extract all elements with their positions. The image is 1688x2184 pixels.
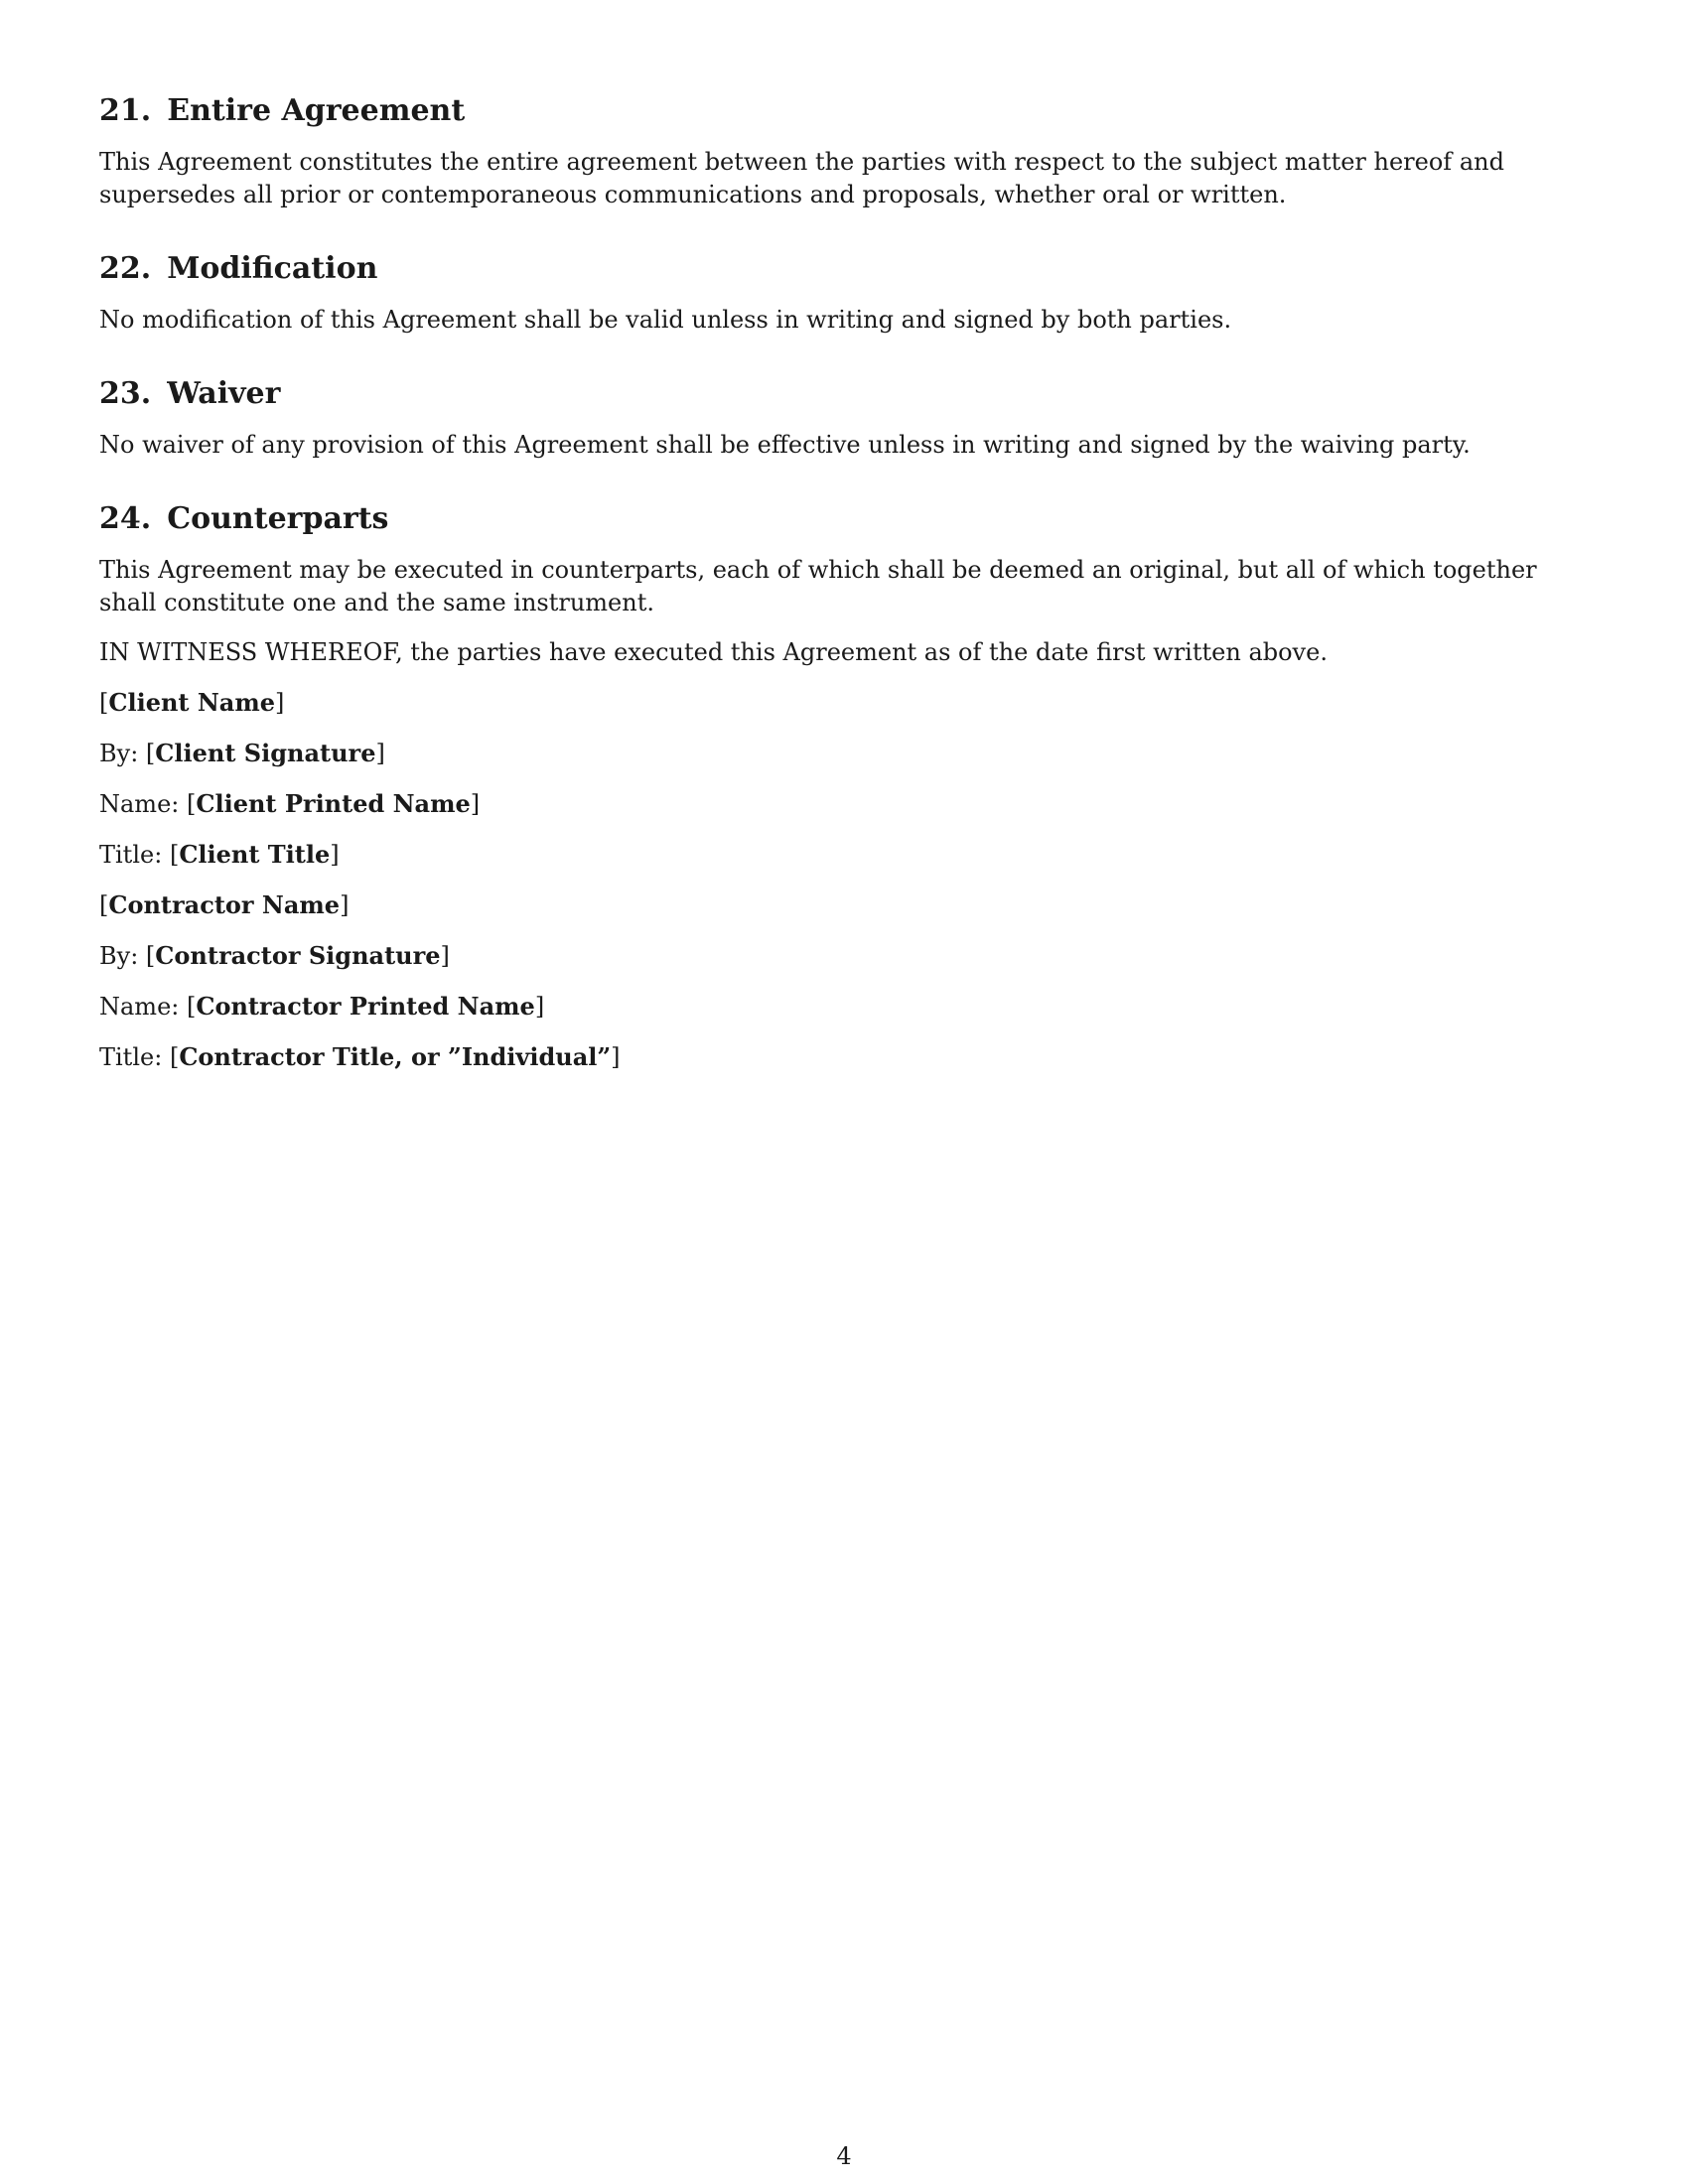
contractor-party-name-value: Contractor Name: [108, 890, 341, 919]
name-label: Name:: [99, 790, 180, 818]
section-heading: [99, 501, 1589, 537]
section-title: Counterparts: [167, 501, 389, 536]
client-party-name: [99, 686, 1589, 720]
section-entire-agreement: [99, 93, 1589, 211]
contractor-title-line: [99, 1040, 1589, 1074]
page-number: 4: [836, 2142, 852, 2170]
section-title: Entire Agreement: [167, 93, 466, 128]
section-paragraph: No waiver of any provision of this Agreement shall be effective unless in writing and signed by the waiving party.: [99, 431, 1471, 459]
witness-clause: IN WITNESS WHEREOF, the parties have executed this Agreement as of the date first written above.: [99, 638, 1328, 666]
section-number: 23.: [99, 376, 152, 411]
section-modification: [99, 251, 1589, 337]
name-label: Name:: [99, 993, 180, 1021]
section-heading: [99, 251, 1589, 287]
section-paragraph: No modification of this Agreement shall be valid unless in writing and signed by both parties.: [99, 306, 1232, 334]
section-heading: [99, 376, 1589, 412]
by-label: By:: [99, 942, 139, 970]
bracket-open: [: [145, 740, 156, 767]
by-label: By:: [99, 740, 139, 767]
contractor-party-name: [99, 888, 1589, 922]
client-signature-value: Client Signature: [155, 739, 376, 767]
section-title: Modification: [167, 251, 378, 286]
client-by-line: [99, 737, 1589, 770]
section-number: 21.: [99, 93, 152, 128]
section-counterparts: [99, 501, 1589, 1074]
section-paragraph: This Agreement constitutes the entire agreement between the parties with respect to the subject matter hereof and supersedes all prior or contemporaneous communications and proposals, whether oral or written.: [99, 148, 1504, 208]
bracket-open: [: [99, 689, 109, 717]
bracket-close: ]: [375, 740, 385, 767]
bracket-open: [: [169, 841, 180, 869]
section-number: 24.: [99, 501, 152, 536]
bracket-close: ]: [275, 689, 285, 717]
contractor-name-line: [99, 990, 1589, 1024]
document-page: [99, 93, 1589, 1114]
bracket-close: ]: [470, 790, 481, 818]
bracket-close: ]: [440, 942, 450, 970]
section-number: 22.: [99, 251, 152, 286]
section-heading: [99, 93, 1589, 129]
title-label: Title:: [99, 841, 163, 869]
section-paragraph: This Agreement may be executed in counterparts, each of which shall be deemed an original, but all of which together shall constitute one and the same instrument.: [99, 556, 1537, 616]
bracket-close: ]: [340, 891, 350, 919]
client-printed-name-value: Client Printed Name: [196, 789, 471, 818]
bracket-open: [: [145, 942, 156, 970]
client-title-value: Client Title: [179, 840, 331, 869]
title-label: Title:: [99, 1043, 163, 1071]
contractor-signature-value: Contractor Signature: [155, 941, 441, 970]
client-name-line: [99, 787, 1589, 821]
bracket-close: ]: [534, 993, 545, 1021]
contractor-printed-name-value: Contractor Printed Name: [196, 992, 535, 1021]
contractor-by-line: [99, 939, 1589, 973]
bracket-open: [: [187, 993, 197, 1021]
client-title-line: [99, 838, 1589, 872]
section-title: Waiver: [167, 376, 281, 411]
bracket-open: [: [169, 1043, 180, 1071]
bracket-close: ]: [611, 1043, 621, 1071]
client-party-name-value: Client Name: [108, 688, 276, 717]
bracket-close: ]: [330, 841, 340, 869]
bracket-open: [: [99, 891, 109, 919]
section-waiver: [99, 376, 1589, 462]
contractor-title-value: Contractor Title, or ”Individual”: [179, 1042, 612, 1071]
bracket-open: [: [187, 790, 197, 818]
